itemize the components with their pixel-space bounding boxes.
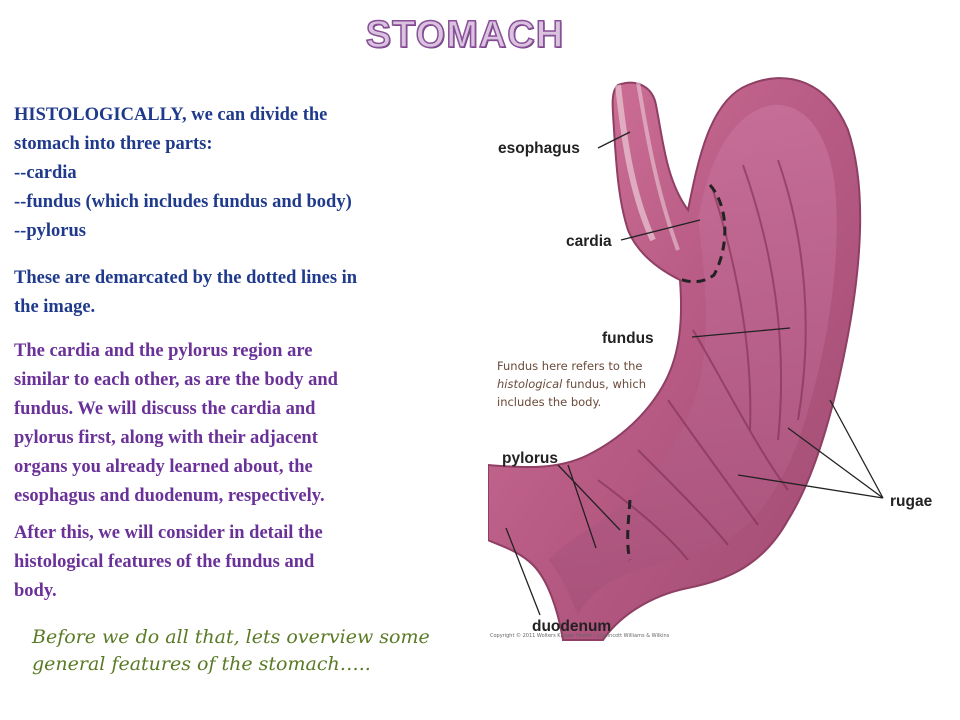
label-fundus: fundus [602,330,654,347]
intro-line: --pylorus [14,221,86,241]
intro-line: HISTOLOGICALLY, we can divide the [14,105,328,125]
note-line: includes the body. [497,395,602,409]
label-rugae: rugae [890,493,933,510]
note-line: Fundus here refers to the [497,359,643,373]
demarcation-line: These are demarcated by the dotted lines in [14,268,358,288]
similarity-line: esophagus and duodenum, respectively. [14,486,325,506]
similarity-line: fundus. We will discuss the cardia and [14,399,316,419]
label-esophagus: esophagus [498,140,580,157]
similarity-line: similar to each other, as are the body and [14,370,338,390]
copyright-credit: Copyright © 2011 Wolters Kluwer Health | Lippincott Williams & Wilkins [490,633,670,639]
intro-line: --fundus (which includes fundus and body) [14,192,352,212]
demarcation-text [14,264,357,322]
similarity-line: pylorus first, along with their adjacent [14,428,318,448]
label-duodenum: duodenum [532,618,612,635]
after-line: histological features of the fundus and [14,552,315,572]
demarcation-line: the image. [14,297,96,317]
note-emphasis: histological [497,377,563,391]
similarity-line: organs you already learned about, the [14,457,313,477]
stomach-figure [488,70,958,645]
after-line: After this, we will consider in detail the [14,523,323,543]
closing-line: general features of the stomach….. [32,653,371,675]
after-line: body. [14,581,57,601]
intro-line: stomach into three parts: [14,134,213,154]
fundus-note [497,359,646,409]
similarity-text [14,337,338,511]
label-cardia: cardia [566,233,612,250]
note-rest: fundus, which [562,377,646,391]
label-pylorus: pylorus [502,450,558,467]
similarity-line: The cardia and the pylorus region are [14,341,313,361]
slide-title: STOMACH [365,14,565,56]
after-text [14,519,323,606]
note-line [497,377,646,391]
intro-text [14,101,352,246]
closing-text [32,624,430,678]
intro-line: --cardia [14,163,77,183]
closing-line: Before we do all that, lets overview some [32,626,430,648]
